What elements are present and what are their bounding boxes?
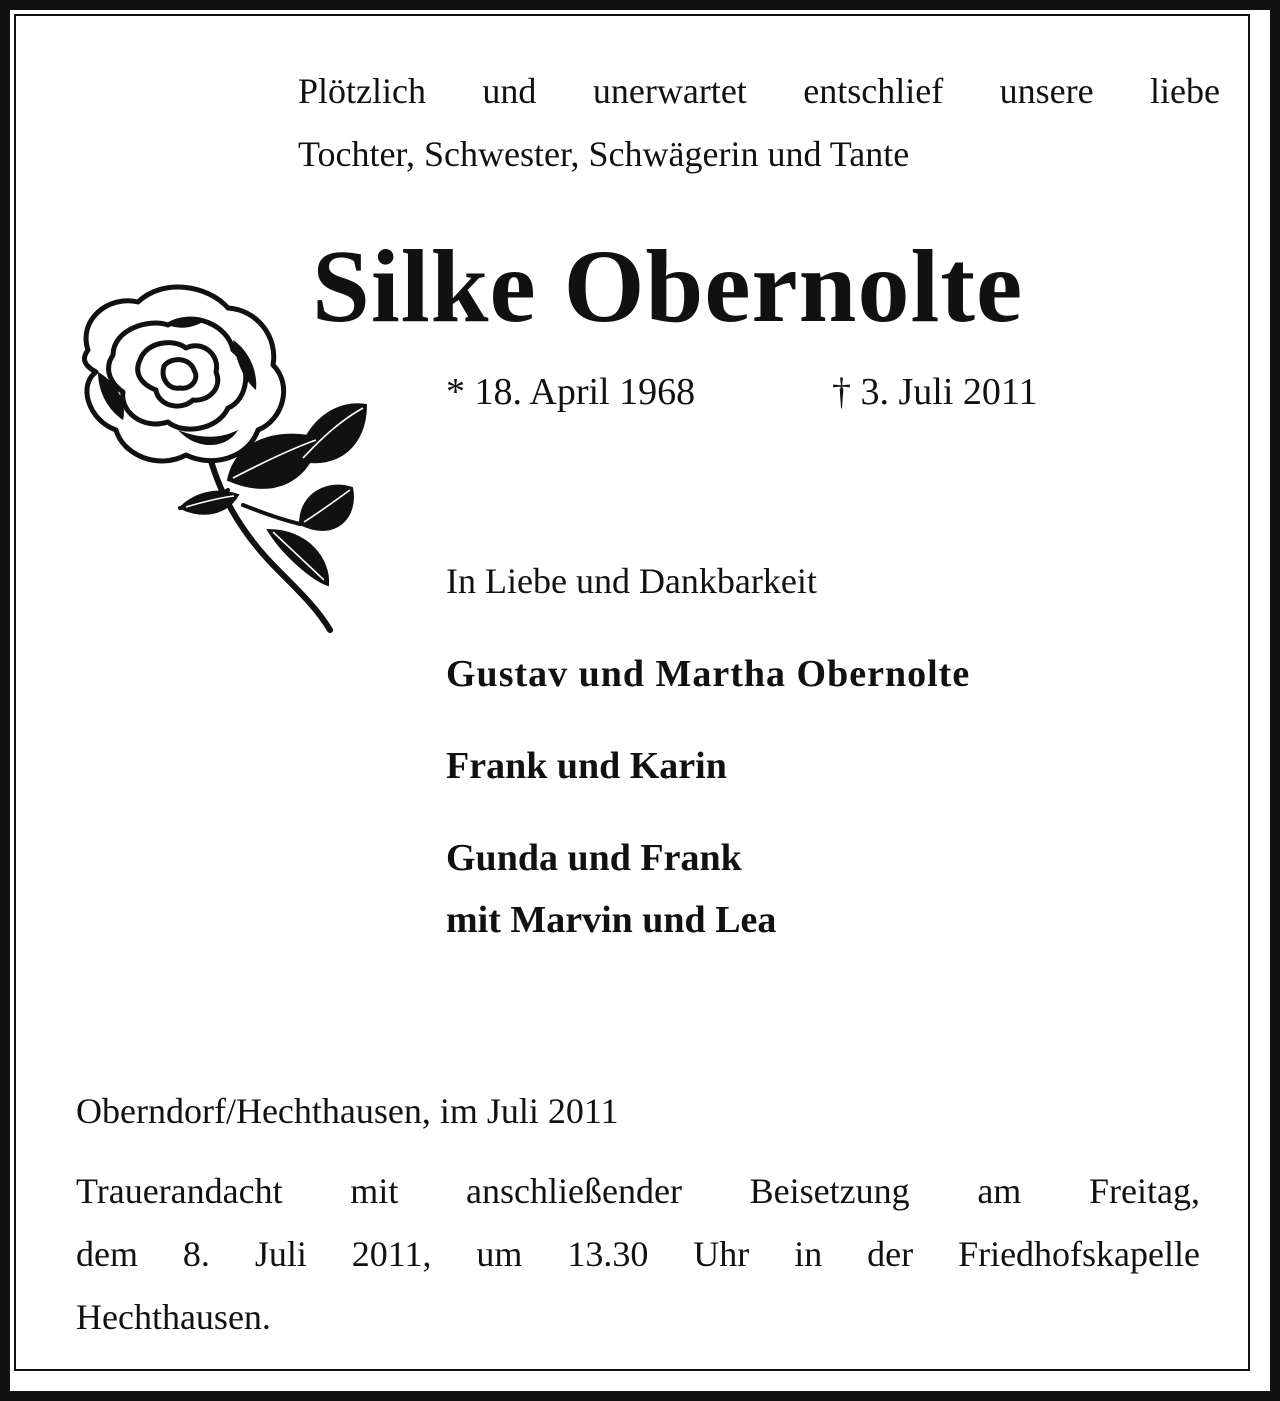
death-date: † 3. Juli 2011 [832,371,1038,413]
service-line-2: dem 8. Juli 2011, um 13.30 Uhr in der Friedhofskapelle [76,1234,1200,1274]
place-date: Oberndorf/Hechthausen, im Juli 2011 [76,1091,619,1131]
service-line-1: Trauerandacht mit anschließender Beisetzung am Freitag, [76,1171,1200,1211]
intro-line-1: Plötzlich und unerwartet entschlief unsere liebe [298,71,1220,111]
family-line-3: Gunda und Frank [446,837,742,879]
rose-icon [68,280,378,640]
family-line-1: Gustav und Martha Obernolte [446,653,971,695]
family-line-2: Frank und Karin [446,745,727,787]
dedication: In Liebe und Dankbarkeit [446,561,817,601]
service-line-3: Hechthausen. [76,1297,271,1337]
intro-line-2: Tochter, Schwester, Schwägerin und Tante [298,134,910,174]
deceased-name: Silke Obernolte [312,229,1024,344]
birth-date: * 18. April 1968 [446,371,696,413]
family-line-4: mit Marvin und Lea [446,899,777,941]
